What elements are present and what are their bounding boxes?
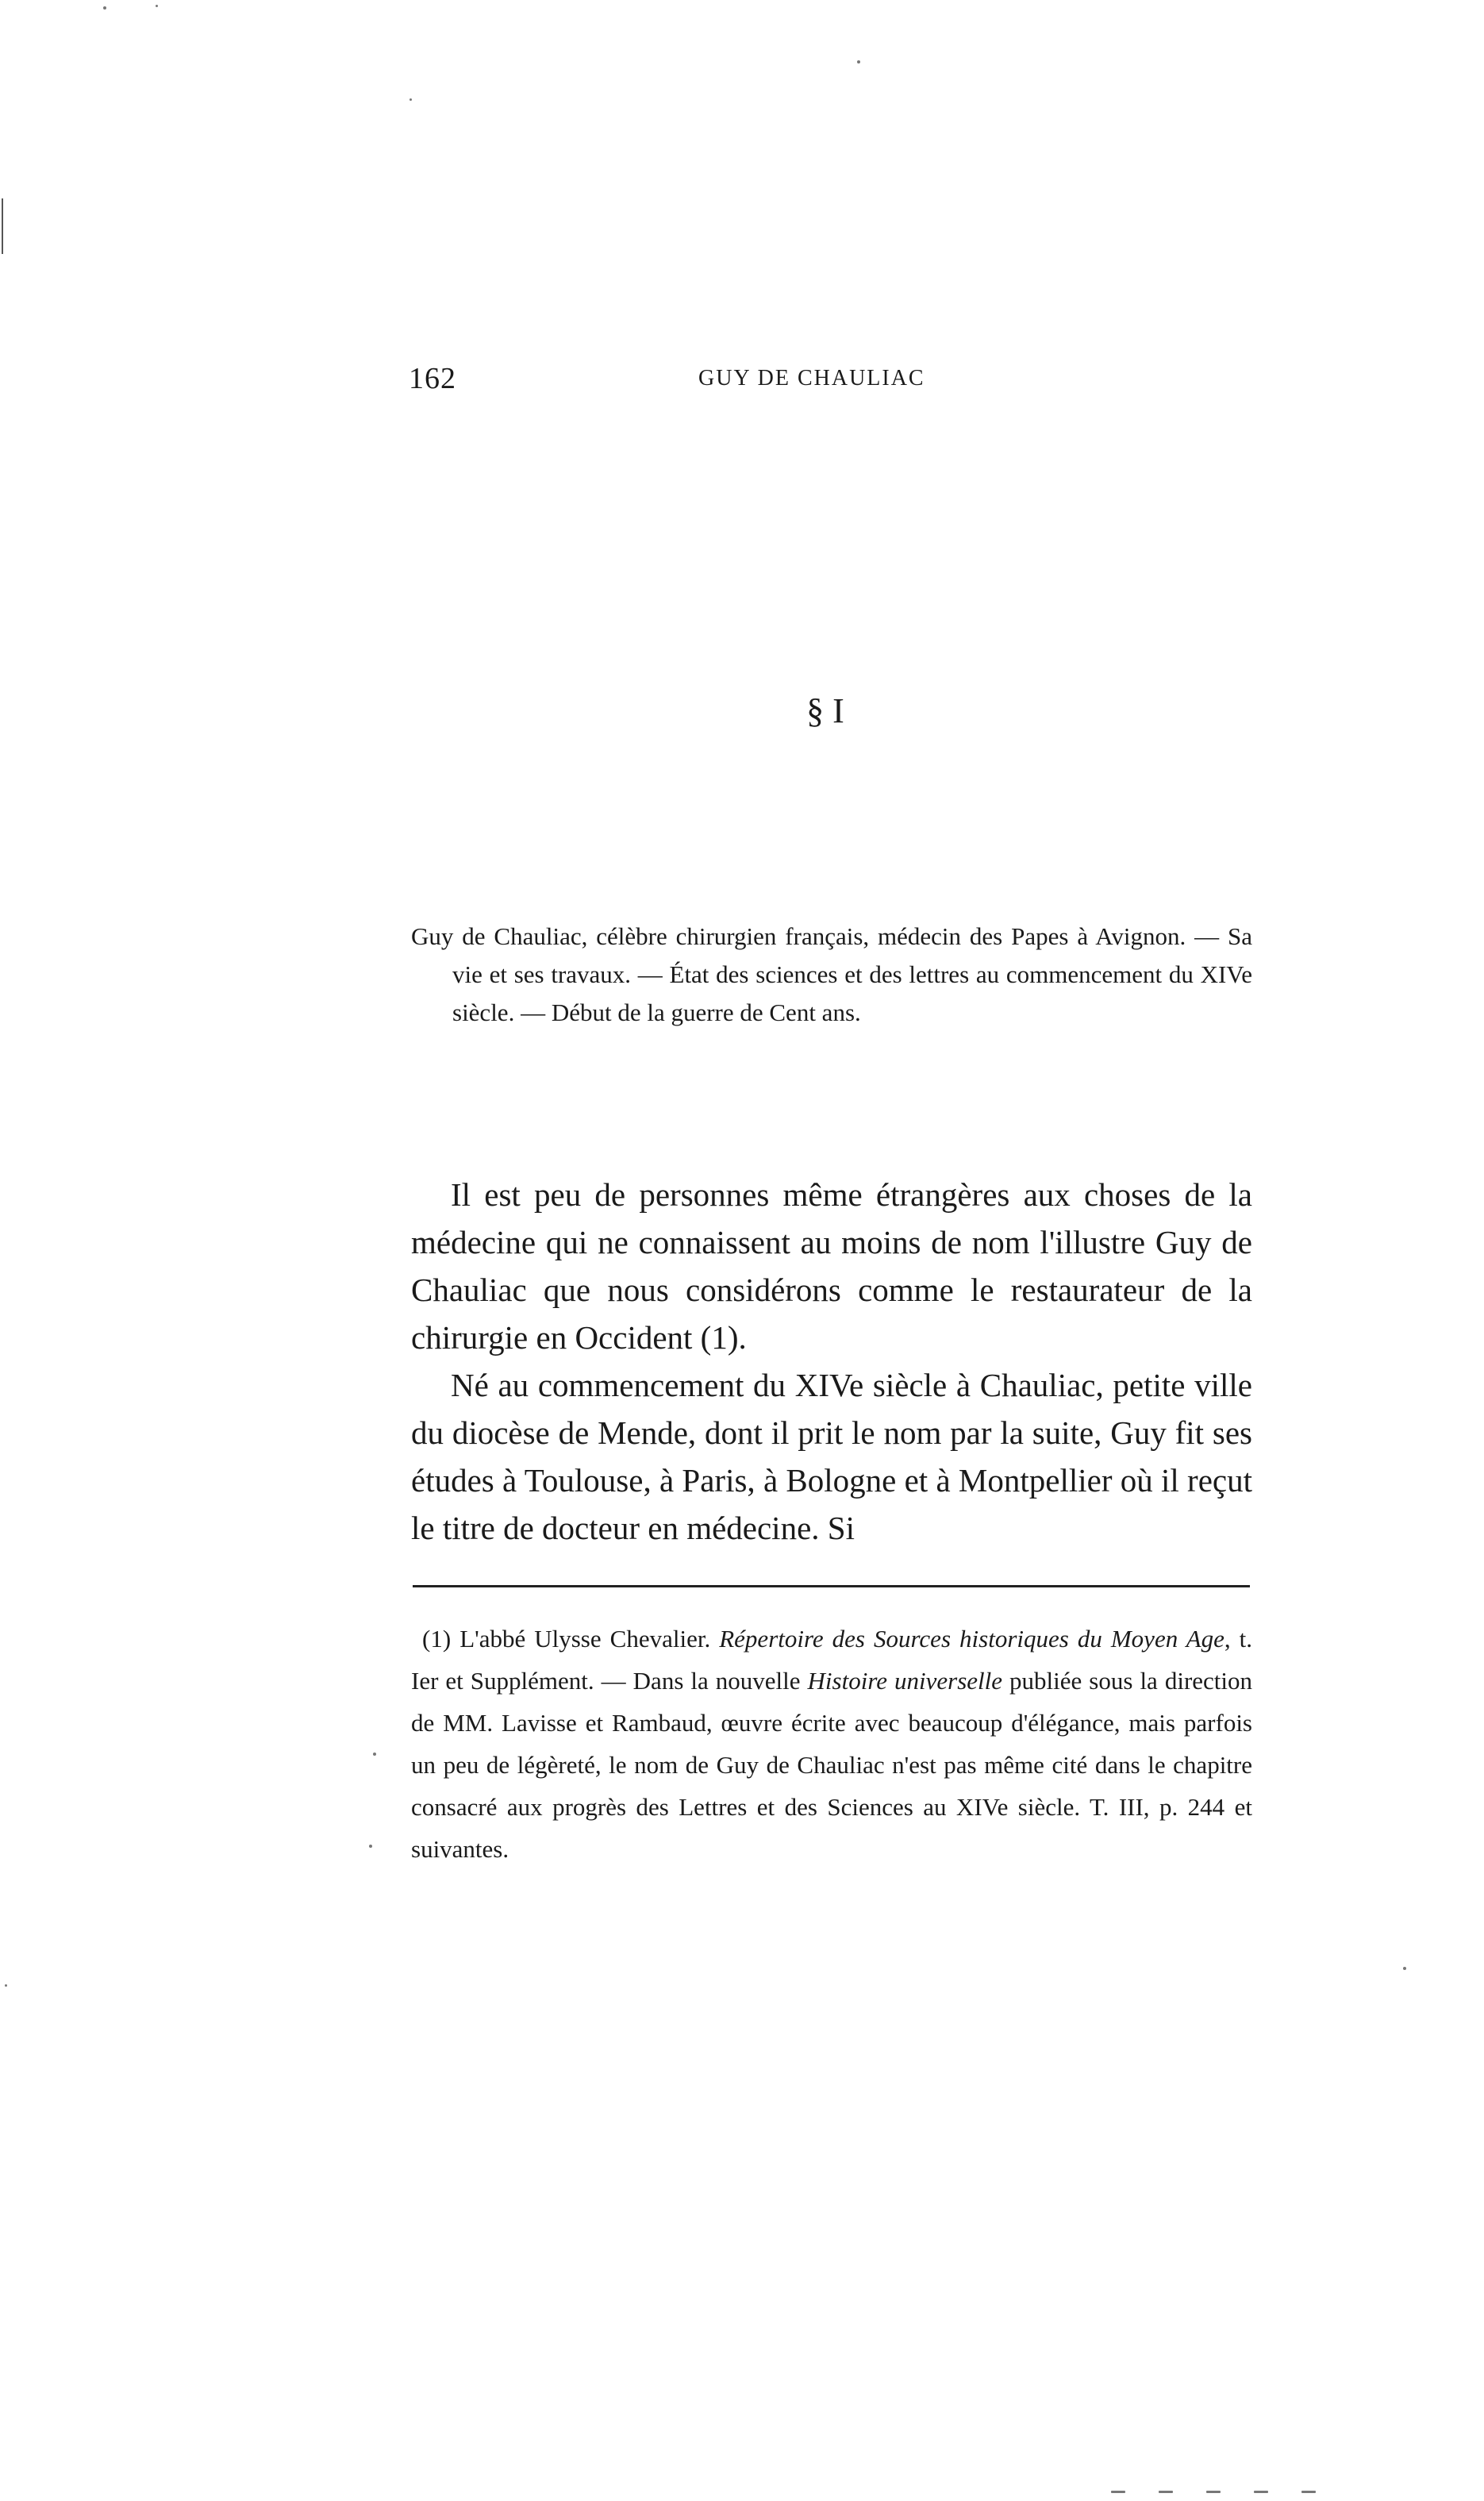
footnote-author: L'abbé Ulysse Chevalier. [459, 1625, 711, 1653]
footnote-volume: , t. Ier et Supplément. — Dans la nouvelle [411, 1625, 1252, 1695]
paragraph: Né au commencement du XIVe siècle à Chauliac, petite ville du diocèse de Mende, dont il prit le nom par la suite, Guy fit ses études à Toulouse, à Paris, à Bologne et à Montpellier où il reçut le titre de docteur en médecine. Si [411, 1367, 1252, 1546]
scan-margin-mark [2, 198, 3, 254]
running-title: GUY DE CHAULIAC [698, 366, 925, 391]
chapter-summary: Guy de Chauliac, célèbre chirurgien français, médecin des Papes à Avignon. — Sa vie et ses travaux. — État des sciences et des lettres au commencement du XIVe siècle. — Début de la guerre de Cent ans. [411, 922, 1252, 1026]
page-number: 162 [409, 362, 456, 395]
footnote-text: publiée sous la direction de MM. Lavisse et Rambaud, œuvre écrite avec beaucoup d'élégance, mais parfois un peu de légèreté, le nom de Guy de Chauliac n'est pas même cité dans le chapitre consacré aux progrès des Lettres et des Sciences au XIVe siècle. T. III, p. 244 et suivantes. [411, 1667, 1253, 1863]
footnote-marker: (1) [422, 1625, 452, 1653]
footnote [411, 1618, 1252, 1870]
footnote-work-title: Répertoire des Sources historiques du Moyen Age [719, 1625, 1224, 1653]
running-head [409, 361, 1259, 401]
section-heading: § I [806, 691, 844, 730]
paragraph: Il est peu de personnes même étrangères aux choses de la médecine qui ne connaissent au moins de nom l'illustre Guy de Chauliac que nous considérons comme le restaurateur de la chirurgie en Occident (1). [411, 1176, 1252, 1356]
footnote-work-title-2: Histoire universelle [807, 1667, 1003, 1695]
footnote-divider [413, 1585, 1250, 1587]
main-text [411, 1171, 1252, 1552]
